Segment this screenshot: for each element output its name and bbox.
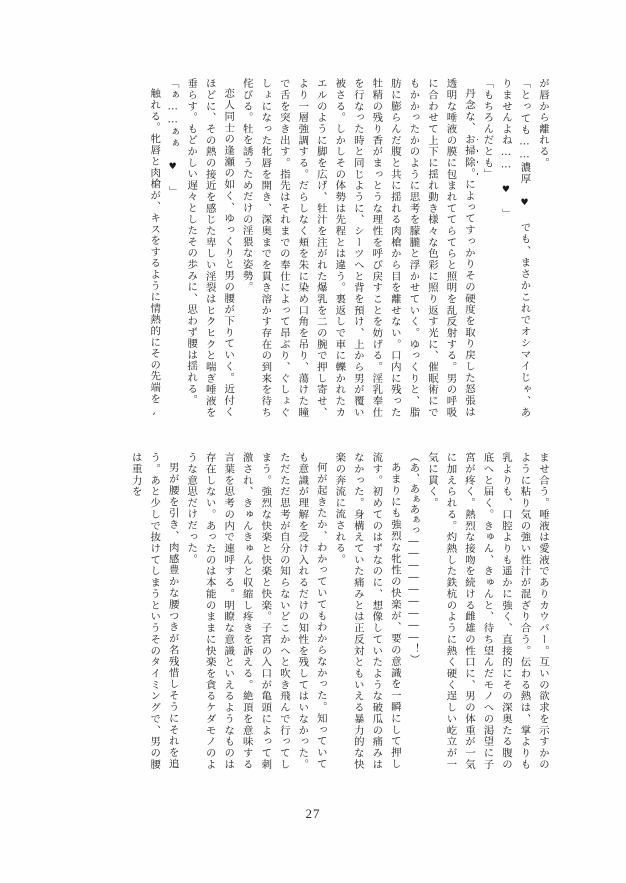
paragraph-narration: 恋人同士の逢瀬の如く、ゆっくりと男の腰が下りていく。近付くほどに、その熱の接近を感じた卑しい淫裂はヒクヒクと喘ぎ唾液を垂らす。もどかしい遅々としたその歩みに、思わず腰は揺れる。: [185, 78, 235, 418]
paragraph-narration: 男が腰を引き、肉感豊かな腰つきが名残惜しそうにそれを追う。あと少しで抜けてしまうというそのタイミングで、男の腰は重力を: [129, 452, 179, 770]
paragraph-dialogue: 「もちろんだとも」: [481, 78, 494, 180]
paragraph-narration: 触れる。牝唇と肉槍が、キスをするように情熱的にその先端を,: [148, 88, 161, 418]
paragraph: が唇から離れる。: [537, 78, 549, 169]
text-block-bottom: [57, 452, 552, 770]
paragraph-scream: （あ、あぁあぁっ―――――――――！）: [407, 452, 420, 664]
text-block-top: [57, 78, 552, 418]
paragraph-dialogue: 「ぁ……ぁぁ ♥ 」: [163, 78, 182, 418]
emphasis-run: お掃除。: [462, 133, 475, 180]
heart-icon: ♥: [167, 161, 178, 173]
heart-icon: ♥: [519, 197, 530, 209]
heart-icon: ♥: [500, 184, 511, 196]
paragraph-narration: 丹念な、お掃除。によってすっかりその硬度を取り戻した怒張は透明な唾液の膜に包まれててらてらと照明を乱反射する。男の呼吸に合わせて上下に揺れ動き様々な色彩に照り返す光に、催眠術にでもかかったかのように思考を朦朧と浮かせていく。ゆっくりと、脂肪に膨らんだ腹と共に揺れる肉槍から目を離せない。口内に残った牡精の残り香がまっとうな理性を呼び戻すことを妨げる。淫乳奉仕を行なった時と同じように、シーツへと背を預け、上から男が覆い被さる。しかしその体勢は先程とは違う。裏返しで車に轢かれたカエルのように脚を広げ、牡汁を注がれた爆乳を二の腕で押し寄せ、より一層強調する。だらしなく頬を朱に染め口角を吊り、蕩けた瞳で舌を突き出す。指先はそれまでの奉仕によって昂ぶり、ぐしょぐしょになった牝唇を開き、深奥までを貫き溶かす存在の到来を待ち侘びる。牡を誘うためだけの淫猥な姿勢。: [240, 78, 475, 418]
paragraph-narration: ませ合う。唾液は愛液でありカウパー。互いの欲求を示すかのように粘り気の強い性汁が混ざり合う。伝わる熱は、掌よりも乳よりも、口腔よりも遥かに強く、直接的にその深奥たる腹の底へと届く。きゅん、きゅんと、待ち望んだモノへの渇望に子宮が疼く。熱烈な接吻を続ける雌雄の性口に、男の体重が一気に加えられる。灼熱した鉄杭のように熱く硬く逞しい屹立が一気に貫く。: [425, 452, 549, 770]
paragraph-narration: あまりにも強烈な牝性の快楽が、要の意識を一瞬にして押し流す。初めてのはずなのに、想像していたような破瓜の痛みはなかった。身構えていた痛みとは正反対ともいえる暴力的な快楽の奔流に流される。: [333, 452, 401, 770]
paragraph-dialogue: 「とっても……濃厚 ♥ でも、まさかこれでオシマイじゃ、ありませんよね…… ♥ 」: [496, 78, 533, 418]
paragraph-narration: 何が起きたか、わかっていてもわからなかった。知っていても意識が理解を受け入れるだけの知性を残してはいなかった。ただただ思考が自分の知らないどこかへと吹き飛んで行ってしまう。強烈な快楽と快楽と快楽。子宮の入口が亀頭によって刺激され、きゅんきゅんと収縮し疼きを訴える。絶頂を意味する言葉を思考の内で連呼する。明瞭な意識といえるようなものは存在しない。あったのは本能のままに快楽を貪るケダモノのような意思だけだった。: [185, 452, 327, 770]
page-number: 27: [305, 806, 321, 821]
